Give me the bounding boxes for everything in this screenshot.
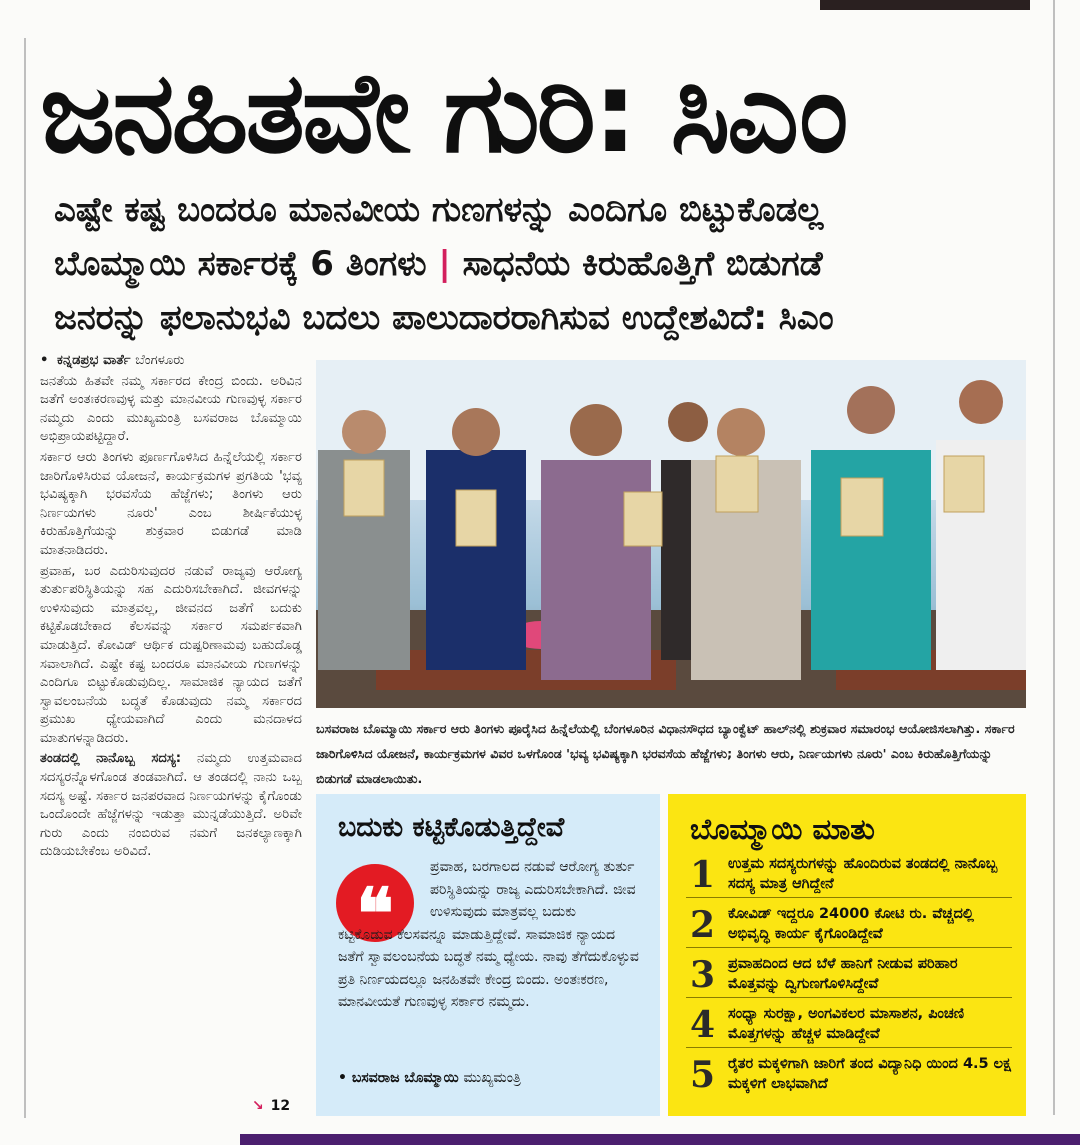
photo-caption: ಬಸವರಾಜ ಬೊಮ್ಮಾಯಿ ಸರ್ಕಾರ ಆರು ತಿಂಗಳು ಪೂರೈಸಿದ ಹಿನ್ನೆಲೆಯಲ್ಲಿ ಬೆಂಗಳೂರಿನ ವಿಧಾನಸೌಧದ ಬ್ಯಾಂಕ್ವೆಟ್ ಹಾಲ್‌ನಲ್ಲಿ ಶುಕ್ರವಾರ ಸಮಾರಂಭ ಆಯೋಜಿಸಲಾಗಿತ್ತು. ಸರ್ಕಾರ ಜಾರಿಗೊಳಿಸಿದ ಯೋಜನೆ, ಕಾರ್ಯಕ್ರಮಗಳ ವಿವರ ಒಳಗೊಂಡ 'ಭವ್ಯ ಭವಿಷ್ಯಕ್ಕಾಗಿ ಭರವಸೆಯ ಹೆಜ್ಜೆಗಳು; ತಿಂಗಳು ಆರು, ನಿರ್ಣಯಗಳು ನೂರು' ಎಂಬ ಕಿರುಹೊತ್ತಿಗೆಯನ್ನು ಬಿಡುಗಡೆ ಮಾಡಲಾಯಿತು. [316,721,1015,786]
quote-text-full: ಕಟ್ಟಿಕೊಡುವ ಕೆಲಸವನ್ನೂ ಮಾಡುತ್ತಿದ್ದೇವೆ. ಸಾಮಾಜಿಕ ನ್ಯಾಯದ ಜತೆಗೆ ಸ್ವಾವಲಂಬನೆಯ ಬದ್ಧತೆ ನಮ್ಮ ಧ್ಯೇಯ. ನಾವು ತೆಗೆದುಕೊಳ್ಳುವ ಪ್ರತಿ ನಿರ್ಣಯದಲ್ಲೂ ಜನಹಿತವೇ ಕೇಂದ್ರ ಬಿಂದು. ಅಂತಃಕರಣ, ಮಾನವೀಯತೆ ಗುಣವುಳ್ಳ ಸರ್ಕಾರ ನಮ್ಮದು. [338,926,639,1010]
points-list-item [686,952,1012,998]
continued-on[interactable] [252,1098,290,1114]
point-text: ರೈತರ ಮಕ್ಕಳಿಗಾಗಿ ಜಾರಿಗೆ ತಂದ ವಿದ್ಯಾನಿಧಿ ಯಿಂದ 4.5 ಲಕ್ಷ ಮಕ್ಕಳಿಗೆ ಲಾಭವಾಗಿದೆ [728,1056,1011,1092]
quote-text [338,856,644,1014]
event-photo [316,360,1026,708]
point-text: ಉತ್ತಮ ಸದಸ್ಯರುಗಳನ್ನು ಹೊಂದಿರುವ ತಂಡದಲ್ಲಿ ನಾನೊಬ್ಬ ಸದಸ್ಯ ಮಾತ್ರ ಆಗಿದ್ದೇನೆ [728,856,998,892]
article-subhead: ತಂಡದಲ್ಲಿ ನಾನೊಬ್ಬ ಸದಸ್ಯ: [40,751,181,767]
headline: ಜನಹಿತವೇ ಗುರಿ: ಸಿಎಂ [40,48,846,178]
point-text: ಕೋವಿಡ್ ಇದ್ದರೂ 24000 ಕೋಟಿ ರು. ವೆಚ್ಚದಲ್ಲಿ ಅಭಿವೃದ್ಧಿ ಕಾರ್ಯ ಕೈಗೊಂಡಿದ್ದೇವೆ [728,906,974,942]
article-paragraph: ಜನತೆಯ ಹಿತವೇ ನಮ್ಮ ಸರ್ಕಾರದ ಕೇಂದ್ರ ಬಿಂದು. ಅರಿವಿನ ಜತೆಗೆ ಅಂತಃಕರಣವುಳ್ಳ ಮತ್ತು ಮಾನವೀಯ ಗುಣವುಳ್ಳ ಸರ್ಕಾರ ನಮ್ಮದು ಎಂದು ಮುಖ್ಯಮಂತ್ರಿ ಬಸವರಾಜ ಬೊಮ್ಮಾಯಿ ಅಭಿಪ್ರಾಯಪಟ್ಟಿದ್ದಾರೆ. [40,373,302,445]
event-photo-illustration [316,360,1026,708]
deck-line-2 [54,240,1054,288]
byline-city: ಬೆಂಗಳೂರು [135,353,185,368]
quote-signature [338,1070,521,1086]
quote-icon: ❝ [336,864,414,942]
point-number: 5 [690,1054,716,1096]
quote-box [316,794,660,1116]
points-box-title: ಬೊಮ್ಮಾಯಿ ಮಾತು [690,812,875,846]
points-list-item [686,902,1012,948]
deck-line-2a: ಬೊಮ್ಮಾಯಿ ಸರ್ಕಾರಕ್ಕೆ 6 ತಿಂಗಳು [54,244,427,284]
point-number: 2 [690,904,716,946]
quote-text-indented: ಪ್ರವಾಹ, ಬರಗಾಲದ ನಡುವೆ ಆರೋಗ್ಯ ತುರ್ತು ಪರಿಸ್ಥಿತಿಯನ್ನು ರಾಜ್ಯ ಎದುರಿಸಬೇಕಾಗಿದೆ. ಜೀವ ಉಳಿಸುವುದು ಮಾತ್ರವಲ್ಲ ಬದುಕು [430,859,636,920]
deck-line-3: ಜನರನ್ನು ಫಲಾನುಭವಿ ಬದಲು ಪಾಲುದಾರರಾಗಿಸುವ ಉದ್ದೇಶವಿದೆ: ಸಿಎಂ [54,298,834,338]
points-list-item [686,1002,1012,1048]
point-number: 3 [690,954,716,996]
byline [40,352,302,371]
point-text: ಸಂಧ್ಯಾ ಸುರಕ್ಷಾ, ಅಂಗವಿಕಲರ ಮಾಸಾಶನ, ಪಿಂಚಣಿ ಮೊತ್ತಗಳನ್ನು ಹೆಚ್ಚಳ ಮಾಡಿದ್ದೇವೆ [728,1006,965,1042]
column-rule-left [24,38,26,1118]
bottom-bar [240,1134,1080,1145]
deck-line-1: ಎಷ್ಟೇ ಕಷ್ಟ ಬಂದರೂ ಮಾನವೀಯ ಗುಣಗಳನ್ನು ಎಂದಿಗೂ ಬಿಟ್ಟುಕೊಡಲ್ಲ [54,190,824,230]
points-list-item [686,1052,1012,1098]
signature-role: ಮುಖ್ಯಮಂತ್ರಿ [463,1070,521,1086]
top-image-strip [820,0,1030,10]
quote-box-title: ಬದುಕು ಕಟ್ಟಿಕೊಡುತ್ತಿದ್ದೇವೆ [338,812,565,843]
points-list-item [686,852,1012,898]
signature-name: ಬಸವರಾಜ ಬೊಮ್ಮಾಯಿ [351,1070,459,1086]
article-paragraph [40,750,302,862]
point-text: ಪ್ರವಾಹದಿಂದ ಆದ ಬೆಳೆ ಹಾನಿಗೆ ನೀಡುವ ಪರಿಹಾರ ಮೊತ್ತವನ್ನು ದ್ವಿಗುಣಗೊಳಿಸಿದ್ದೇವೆ [728,956,958,992]
article-paragraph-text: ನಮ್ಮದು ಉತ್ತಮವಾದ ಸದಸ್ಯರನ್ನೊಳಗೊಂಡ ತಂಡವಾಗಿದೆ. ಆ ತಂಡದಲ್ಲಿ ನಾನು ಒಬ್ಬ ಸದಸ್ಯ ಅಷ್ಟೆ. ಸರ್ಕಾರ ಜನಪರವಾದ ನಿರ್ಣಯಗಳನ್ನು ಕೈಗೊಂಡು ಒಂದೊಂದೇ ಹೆಜ್ಜೆಗಳನ್ನು ಇಡುತ್ತಾ ಮುನ್ನಡೆಯುತ್ತಿದೆ. ಅರಿವೇ ಗುರು ಎಂದು ನಂಬಿರುವ ನಮಗೆ ಜನಕಲ್ಯಾಣಕ್ಕಾಗಿ ದುಡಿಯಬೇಕೆಂಬ ಅರಿವಿದೆ. [40,751,302,860]
deck-line-2b: ಸಾಧನೆಯ ಕಿರುಹೊತ್ತಿಗೆ ಬಿಡುಗಡೆ [462,244,823,284]
continued-page: 12 [270,1098,291,1114]
byline-bullet: • [40,353,49,368]
article-body [40,352,302,864]
points-box [668,794,1026,1116]
point-number: 4 [690,1004,716,1046]
column-rule-right [1053,0,1055,1115]
byline-source: ಕನ್ನಡಪ್ರಭ ವಾರ್ತೆ [57,353,131,368]
deck-separator: | [438,244,451,284]
article-paragraph: ಸರ್ಕಾರ ಆರು ತಿಂಗಳು ಪೂರ್ಣಗೊಳಿಸಿದ ಹಿನ್ನೆಲೆಯಲ್ಲಿ ಸರ್ಕಾರ ಜಾರಿಗೊಳಿಸಿರುವ ಯೋಜನೆ, ಕಾರ್ಯಕ್ರಮಗಳ ಪ್ರಗತಿಯ 'ಭವ್ಯ ಭವಿಷ್ಯಕ್ಕಾಗಿ ಭರವಸೆಯ ಹೆಜ್ಜೆಗಳು; ತಿಂಗಳು ಆರು ನಿರ್ಣಯಗಳು ನೂರು' ಎಂಬ ಶೀರ್ಷಿಕೆಯುಳ್ಳ ಕಿರುಹೊತ್ತಿಗೆಯನ್ನು ಶುಕ್ರವಾರ ಬಿಡುಗಡೆ ಮಾಡಿ ಮಾತನಾಡಿದರು. [40,449,302,558]
point-number: 1 [690,854,716,896]
continued-arrow-icon: ↘ [252,1098,264,1114]
article-paragraph: ಪ್ರವಾಹ, ಬರ ಎದುರಿಸುವುದರ ನಡುವೆ ರಾಜ್ಯವು ಆರೋಗ್ಯ ತುರ್ತುಪರಿಸ್ಥಿತಿಯನ್ನು ಸಹ ಎದುರಿಸಬೇಕಾಗಿದೆ. ಜೀವಗಳನ್ನು ಉಳಿಸುವುದು ಮಾತ್ರವಲ್ಲ, ಜೀವನದ ಜತೆಗೆ ಬದುಕು ಕಟ್ಟಿಕೊಡಬೇಕಾದ ಕೆಲಸವನ್ನು ಸರ್ಕಾರ ಸಮರ್ಪಕವಾಗಿ ಮಾಡುತ್ತಿದೆ. ಕೋವಿಡ್ ಆರ್ಥಿಕ ದುಷ್ಪರಿಣಾಮವು ಬಹುದೊಡ್ಡ ಸವಾಲಾಗಿದೆ. ಎಷ್ಟೇ ಕಷ್ಟ ಬಂದರೂ ಮಾನವೀಯ ಗುಣಗಳನ್ನು ಎಂದಿಗೂ ಬಿಟ್ಟುಕೊಡುವುದಿಲ್ಲ. ಸಾಮಾಜಿಕ ನ್ಯಾಯದ ಜತೆಗೆ ಸ್ವಾವಲಂಬನೆಯ ಬದ್ಧತೆ ಕೊಡುವುದು ನಮ್ಮ ಸರ್ಕಾರದ ಪ್ರಮುಖ ಧ್ಯೇಯವಾಗಿದೆ ಎಂದು ಮನದಾಳದ ಮಾತುಗಳನ್ನಾಡಿದರು. [40,563,302,746]
signature-bullet: • [338,1070,347,1086]
